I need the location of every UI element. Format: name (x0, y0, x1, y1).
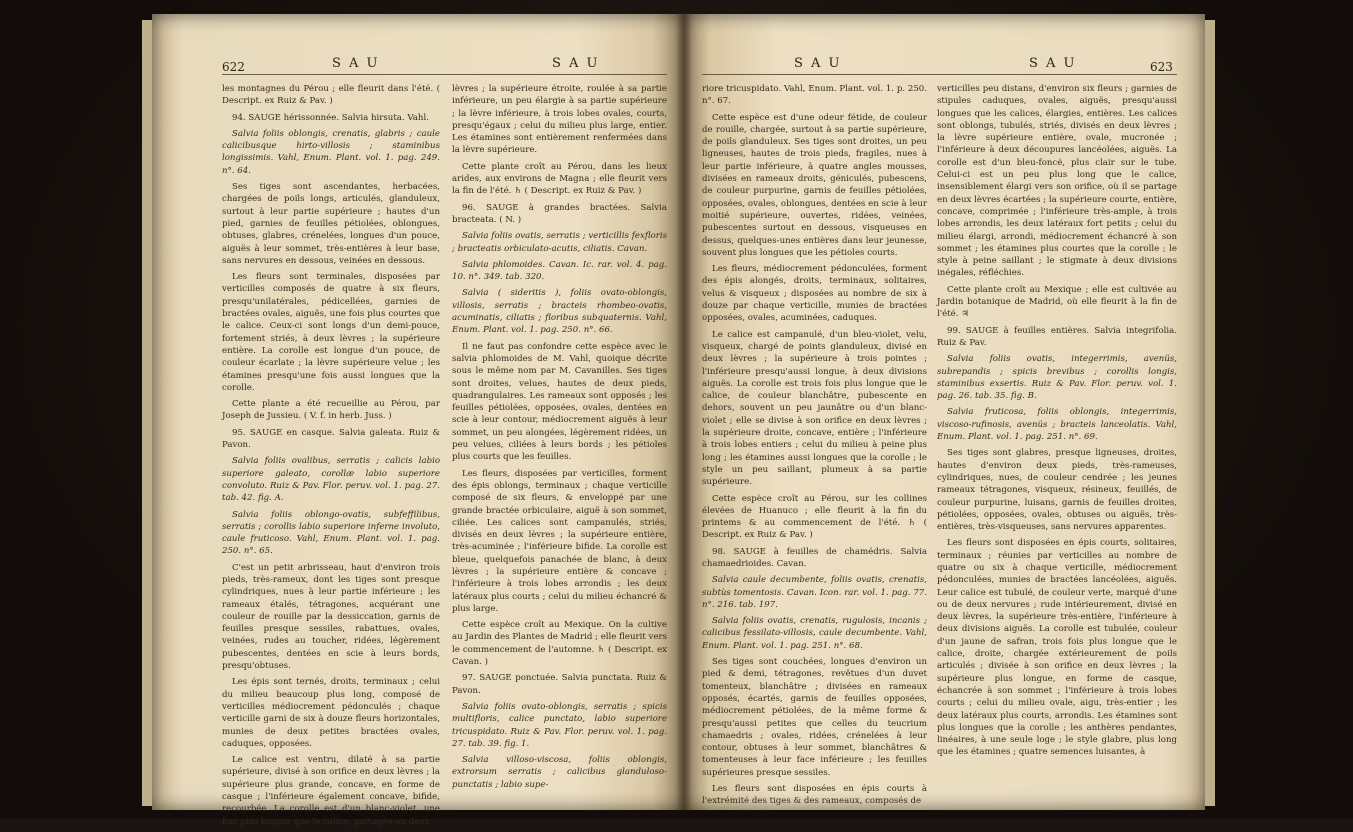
paragraph: 96. SAUGE à grandes bractées. Salvia bracteata. ( N. ) (452, 202, 667, 225)
paragraph: Salvia foliis ovatis, serratis ; verticillis fexfloris ; bracteatis orbiculato-acutis, ciliatis. Cavan. (452, 231, 667, 254)
paragraph: Les fleurs sont terminales, disposées par verticilles composés de quatre à six fleurs, presqu'unilatérales, pédicellées, garnies de bractées ovales, aiguës, une fois plus courtes que le calice. Ceux-ci sont longs d'un demi-pouce, fortement striés, à deux lèvres ; la supérieure entière. La corolle est longue d'un pouce, de couleur écarlate ; la lèvre supérieure velue ; les étamines presqu'une fois aussi longues que la corolle. (222, 272, 440, 393)
right-page (684, 14, 1205, 810)
text-column (452, 83, 667, 795)
paragraph: 94. SAUGE hérissonnée. Salvia hirsuta. Vahl. (232, 112, 429, 123)
paragraph: Cette espèce croît au Pérou, sur les collines élevées de Huanuco ; elle fleurit à la fin du printems & au commencement de l'été. ♄ ( Descript. ex Ruiz & Pav. ) (702, 493, 927, 541)
paragraph: Cette plante croît au Pérou, dans les lieux arides, aux environs de Magna ; elle fleurit vers la fin de l'été. ♄ ( Descript. ex Ruiz & Pav. ) (452, 161, 667, 197)
paragraph: Les fleurs, disposées par verticilles, forment des épis oblongs, terminaux ; chaque verticille composé de six fleurs, & enveloppé par une grande bractée orbiculaire, aiguë à son sommet, ciliée. Les calices sont campanulés, striés, divisés en deux lèvres ; la supérieure entière, très-acuminée ; l'inférieure bifide. La corolle est bleue, quelquefois panachée de blanc, à deux lèvres ; la supérieure entière & concave ; l'inférieure à trois lobes arrondis ; les deux latéraux plus courts ; celui du milieu échancré & plus large. (452, 468, 667, 614)
paragraph: Salvia foliis oblongis, crenatis, glabris ; caule calicibusque hirto-villosis ; staminibus longissimis. Vahl, Enum. Plant. vol. 1. pag. 249. n°. 64. (222, 128, 440, 176)
running-header: S A U (332, 56, 380, 71)
paragraph: Ses tiges sont couchées, longues d'environ un pied & demi, tétragones, revêtues d'un duvet tomenteux, blanchâtre ; divisées en rameaux opposés, écartés, garnis de feuilles opposées, médiocrement pétiolées, de la même forme & presqu'aussi petites que celles du teucrium chamaedris ; ovales, ridées, crénelées à leur contour, obtuses à leur sommet, blanchâtres & tomenteuses à leur face inférieure ; les feuilles supérieures presque sessiles. (702, 657, 927, 778)
paragraph: 99. SAUGE à feuilles entières. Salvia integrifolia. Ruiz & Pav. (937, 325, 1177, 348)
paragraph: Le calice est ventru, dilaté à sa partie supérieure, divisé à son orifice en deux lèvres ; la supérieure plus grande, concave, en forme de casque ; l'inférieure également concave, bifide, recourbée. La corolle est d'un blanc-violet, une fois plus longue que le calice, partagée en deux (222, 755, 440, 827)
paragraph: riore tricuspidato. Vahl, Enum. Plant. vol. 1. p. 250. n°. 67. (702, 84, 927, 107)
paragraph: Ses tiges sont ascendantes, herbacées, chargées de poils longs, articulés, glanduleux, surtout à leur partie supérieure ; hautes d'un pied, garnies de feuilles pétiolées, oblongues, obtuses, glabres, crénelées, longues d'un pouce, aiguës à leur sommet, très-entières à leur base, sans nervures en dessous, veinées en dessous. (222, 182, 440, 266)
text-column (702, 83, 927, 812)
paragraph: Salvia foliis ovato-oblongis, serratis ; spicis multifloris, calice punctato, labio superiore tricuspidato. Ruiz & Pav. Flor. peruv. vol. 1. pag. 27. tab. 39. fig. 1. (452, 701, 667, 749)
paragraph: lèvres ; la supérieure étroite, roulée à sa partie inférieure, un peu élargie à sa partie supérieure ; la lèvre inférieure, à trois lobes ovales, courts, presqu'égaux ; celui du milieu plus large, entier. Les étamines sont entièrement renfermées dans la lèvre supérieure. (452, 84, 667, 156)
paragraph: Cette espèce croît au Mexique. On la cultive au Jardin des Plantes de Madrid ; elle fleurit vers le commencement de l'automne. ♄ ( Descript. ex Cavan. ) (452, 620, 667, 668)
paragraph: Les fleurs sont disposées en épis courts à l'extrémité des tiges & des rameaux, composés de (702, 784, 927, 807)
header-rule (702, 74, 1177, 75)
paragraph: les montagnes du Pérou ; elle fleurit dans l'été. ( Descript. ex Ruiz & Pav. ) (222, 84, 440, 107)
book-gutter (676, 14, 692, 810)
page-number: 623 (1150, 60, 1173, 74)
paragraph: Ses tiges sont glabres, presque ligneuses, droites, hautes d'environ deux pieds, très-rameuses, cylindriques, nues, de couleur cendrée ; les jeunes rameaux tétragones, visqueux, résineux, feuillés, de couleur purpurine, luisans, garnis de feuilles droites, pétiolées, opposées, ovales, obtuses ou aiguës, très-entières, très-visqueuses, sans nervures apparentes. (937, 448, 1177, 533)
paragraph: verticilles peu distans, d'environ six fleurs ; garnies de stipules caduques, ovales, aiguës, presqu'aussi longues que les calices, élargies, entières. Les calices sont oblongs, tubulés, striés, divisés en deux lèvres ; la lèvre supérieure entière, ovale, mucronée ; l'inférieure à deux découpures lancéolées, aiguës. La corolle est d'un bleu-foncé, plus clair sur le tube. Celui-ci est un peu plus long que le calice, insensiblement élargi vers son orifice, où il se partage en deux lèvres écartées ; la supérieure courte, entière, concave, comprimée ; l'inférieure très-ample, à trois lobes arrondis, les deux latéraux fort petits ; celui du milieu élargi, arrondi, médiocrement échancré à son sommet ; les étamines plus courtes que la corolle ; le style à peine saillant ; le stigmate à deux divisions inégales, réfléchies. (937, 84, 1177, 279)
text-column (222, 83, 440, 832)
paragraph: Il ne faut pas confondre cette espèce avec le salvia phlomoides de M. Vahl, quoique décrite sous le même nom par M. Cavanilles. Ses tiges sont droites, velues, hautes de deux pieds, quadrangulaires. Les rameaux sont opposés ; les feuilles pétiolées, opposées, ovales, dentées en scie à leur contour, médiocrement aiguës à leur sommet, un peu alongées, légèrement ridées, un peu velues, ciliées à leurs bords ; les pétioles plus courts que les feuilles. (452, 341, 667, 463)
paragraph: C'est un petit arbrisseau, haut d'environ trois pieds, très-rameux, dont les tiges sont presque cylindriques, nues à leur partie inférieure ; les rameaux étalés, tétragones, acquérant une couleur de rouille par la dessiccation, garnis de feuilles presque sessiles, rabattues, ovales, veinées, rudes au toucher, ridées, légèrement pubescentes, dentées en scie à leurs bords, presqu'obtuses. (222, 562, 440, 672)
text-column (937, 83, 1177, 763)
paragraph: Les fleurs sont disposées en épis courts, solitaires, terminaux ; réunies par verticilles au nombre de quatre ou six à chaque verticille, médiocrement pédonculées, munies de bractées lancéolées, aiguës. Leur calice est tubulé, de couleur verte, marqué d'une ou de deux nervures ; rude intérieurement, divisé en deux lèvres, la supérieure très-entière, l'inférieure à deux divisions aiguës. La corolle est tubulée, couleur d'un jaune de safran, trois fois plus longue que le calice, droite, chargée extérieurement de poils articulés ; divisée à son orifice en deux lèvres ; la supérieure plus longue, en forme de casque, échancrée à son sommet ; l'inférieure à trois lobes courts ; celui du milieu ovale, aigu, très-entier ; les deux latéraux plus courts, arrondis. Les étamines sont plus longues que la corolle ; les anthères pendantes, linéaires, à une seule loge ; le style glabre, plus long que les étamines ; quatre semences luisantes, à (937, 538, 1177, 758)
running-header: S A U (1029, 56, 1077, 71)
paragraph: Les fleurs, médiocrement pédonculées, forment des épis alongés, droits, terminaux, solitaires, velus & visqueux ; disposées au nombre de six à douze par chaque verticille, munies de bractées opposées, ovales, acuminées, caduques. (702, 264, 927, 324)
paragraph: 95. SAUGE en casque. Salvia galeata. Ruiz & Pavon. (222, 427, 440, 451)
paragraph: Cette plante a été recueillie au Pérou, par Joseph de Jussieu. ( V. f. in herb. Juss. ) (222, 399, 440, 422)
header-rule (222, 74, 667, 75)
paragraph: Salvia foliis ovalibus, serratis ; calicis labio superiore galeato, corollæ labio superiore convoluto. Ruiz & Pav. Flor. peruv. vol. 1. pag. 27. tab. 42. fig. A. (222, 456, 440, 504)
paragraph: Salvia phlomoides. Cavan. Ic. rar. vol. 4. pag. 10. n°. 349. tab. 320. (452, 259, 667, 283)
paragraph: Salvia ( sideritis ), foliis ovato-oblongis, villosis, serratis ; bracteis rhombeo-ovatis, acuminatis, ciliatis ; floribus subquaternis. Vahl, Enum. Plant. vol. 1. pag. 250. n°. 66. (452, 288, 667, 336)
right-page-edge (1205, 20, 1215, 806)
paragraph: Salvia villoso-viscosa, foliis oblongis, extrorsum serratis ; calicibus glanduloso-punctatis ; labio supe- (452, 755, 667, 790)
paragraph: Cette espèce est d'une odeur fétide, de couleur de rouille, chargée, surtout à sa partie supérieure, de poils glanduleux. Ses tiges sont droites, un peu ligneuses, hautes de trois pieds, fragiles, nues à leur partie inférieure, à quatre angles mousses, divisées en rameaux droits, géniculés, pubescens, de couleur purpurine, garnis de feuilles pétiolées, opposées, ovales, oblongues, dentées en scie à leur moitié supérieure, ouvertes, ridées, veinées, pubescentes surtout en dessous, visqueuses en dessus, quelques-unes entières dans leur jeunesse, souvent plus longues que les pétioles courts. (702, 112, 927, 258)
paragraph: Les épis sont ternés, droits, terminaux ; celui du milieu beaucoup plus long, composé de verticilles médiocrement pédonculés ; chaque verticille garni de six à douze fleurs horizontales, munies de deux petites bractées ovales, caduques, opposées. (222, 677, 440, 749)
paragraph: Salvia foliis ovatis, crenatis, rugulosis, incanis ; calicibus fessilato-villosis, caule decumbente. Vahl, Enum. Plant. vol. 1. pag. 251. n°. 68. (702, 616, 927, 651)
page-number: 622 (222, 60, 245, 74)
running-header: S A U (794, 56, 842, 71)
paragraph: 97. SAUGE ponctuée. Salvia punctata. Ruiz & Pavon. (452, 673, 667, 696)
paragraph: Salvia foliis ovatis, integerrimis, avenüs, subrepandis ; spicis brevibus ; corollis longis, staminibus exsertis. Ruiz & Pav. Flor. peruv. vol. 1. pag. 26. tab. 35. fig. B. (937, 354, 1177, 402)
paragraph: 98. SAUGE à feuilles de chamédris. Salvia chamaedrioides. Cavan. (702, 546, 927, 569)
paragraph: Cette plante croît au Mexique ; elle est cultivée au Jardin botanique de Madrid, où elle fleurit à la fin de l'été. ♃ (937, 284, 1177, 320)
left-page (152, 14, 684, 827)
paragraph: Salvia fruticosa, foliis oblongis, integerrimis, viscoso-rufinosis, avenüs ; bracteis lanceolatis. Vahl, Enum. Plant. vol. 1. pag. 251. n°. 69. (937, 407, 1177, 443)
paragraph: Salvia foliis oblongo-ovatis, subfeffilibus, serratis ; corollis labio superiore inferne involuto, caule fruticoso. Vahl, Enum. Plant. vol. 1. pag. 250. n°. 65. (222, 509, 440, 557)
running-header: S A U (552, 56, 600, 71)
paragraph: Le calice est campanulé, d'un bleu-violet, velu, visqueux, chargé de points glanduleux, divisé en deux lèvres ; la supérieure à trois pointes ; l'inférieure presqu'aussi longue, à deux divisions aiguës. La corolle est trois fois plus longue que le calice, de couleur blanchâtre, pubescente en dehors, souvent un peu jaunâtre ou d'un blanc-violet ; elle se divise à son orifice en deux lèvres ; la supérieure droite, concave, entière ; l'inférieure à trois lobes entiers ; celui du milieu à peine plus long ; les étamines aussi longues que la corolle ; le style un peu saillant, plumeux à sa partie supérieure. (702, 329, 927, 488)
paragraph: Salvia caule decumbente, foliis ovatis, crenatis, subtùs tomentosis. Cavan. Icon. rar. vol. 1. pag. 77. n°. 216. tab. 197. (702, 575, 927, 610)
left-page-edge (142, 20, 152, 806)
